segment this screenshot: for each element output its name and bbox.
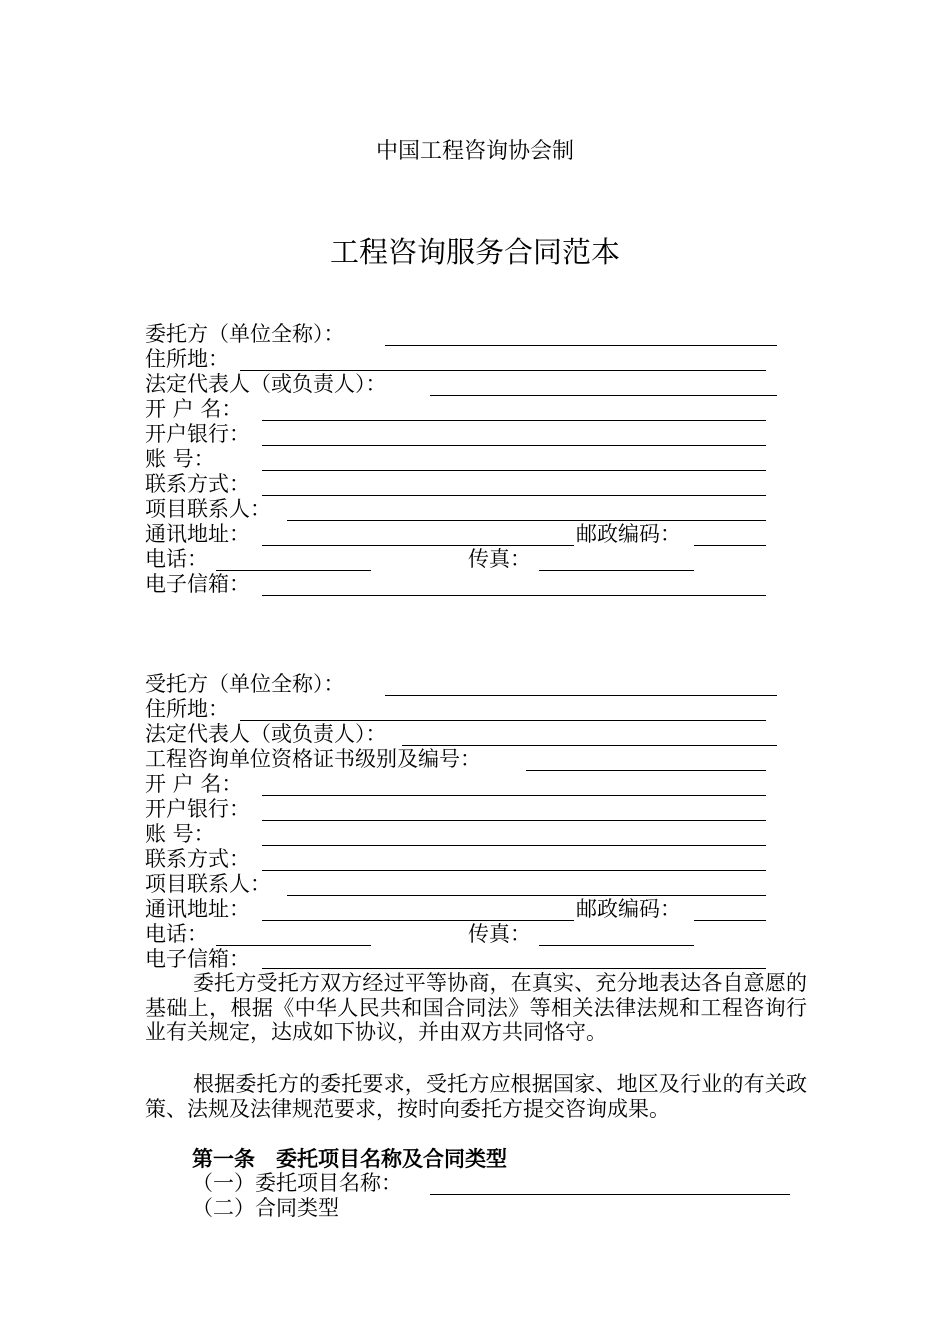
consultant-legal-rep-label: 法定代表人（或负责人）： bbox=[145, 722, 387, 746]
project-name-blank bbox=[430, 1194, 790, 1195]
client-postcode-label: 邮政编码： bbox=[576, 522, 681, 546]
consultant-email-label: 电子信箱： bbox=[145, 947, 250, 971]
client-phone-label: 电话： bbox=[145, 547, 208, 571]
consultant-fax-blank bbox=[539, 945, 694, 946]
client-bank-blank bbox=[262, 445, 766, 446]
preamble-paragraph: 委托方受托方双方经过平等协商，在真实、充分地表达各自意愿的基础上，根据《中华人民共和国合同法》等相关法律法规和工程咨询行业有关规定，达成如下协议，并由双方共同恪守。 bbox=[145, 971, 807, 1044]
consultant-address-label: 住所地： bbox=[145, 697, 229, 721]
client-mail-address-label: 通讯地址： bbox=[145, 522, 250, 546]
client-name-blank bbox=[385, 345, 777, 346]
client-project-contact-blank bbox=[287, 520, 766, 521]
client-account-name-blank bbox=[262, 420, 766, 421]
client-address-blank bbox=[240, 370, 766, 371]
issuer-line: 中国工程咨询协会制 bbox=[375, 139, 574, 164]
consultant-contact-blank bbox=[262, 870, 766, 871]
client-mail-address-blank bbox=[262, 545, 574, 546]
consultant-postcode-label: 邮政编码： bbox=[576, 897, 681, 921]
client-account-no-blank bbox=[262, 470, 766, 471]
client-legal-rep-label: 法定代表人（或负责人）： bbox=[145, 372, 387, 396]
consultant-account-name-label: 开 户 名： bbox=[145, 772, 243, 796]
client-legal-rep-blank bbox=[430, 395, 777, 396]
consultant-account-name-blank bbox=[262, 795, 766, 796]
client-email-blank bbox=[262, 595, 766, 596]
consultant-mail-address-blank bbox=[262, 920, 574, 921]
consultant-qualification-label: 工程咨询单位资格证书级别及编号： bbox=[145, 747, 481, 771]
consultant-address-blank bbox=[240, 720, 766, 721]
consultant-contact-label: 联系方式： bbox=[145, 847, 250, 871]
consultant-name-label: 受托方（单位全称）： bbox=[145, 672, 345, 696]
consultant-project-contact-label: 项目联系人： bbox=[145, 872, 271, 896]
consultant-name-blank bbox=[385, 695, 777, 696]
consultant-account-no-label: 账 号： bbox=[145, 822, 215, 846]
project-name-label: （一）委托项目名称： bbox=[192, 1171, 402, 1195]
consultant-fax-label: 传真： bbox=[468, 922, 531, 946]
consultant-legal-rep-blank bbox=[402, 745, 777, 746]
consultant-phone-blank bbox=[216, 945, 371, 946]
consultant-project-contact-blank bbox=[287, 895, 766, 896]
client-fax-label: 传真： bbox=[468, 547, 531, 571]
contract-type-label: （二）合同类型 bbox=[192, 1196, 339, 1220]
consultant-phone-label: 电话： bbox=[145, 922, 208, 946]
client-fax-blank bbox=[539, 570, 694, 571]
requirements-paragraph: 根据委托方的委托要求，受托方应根据国家、地区及行业的有关政策、法规及法律规范要求，按时向委托方提交咨询成果。 bbox=[145, 1072, 807, 1121]
consultant-bank-blank bbox=[262, 820, 766, 821]
client-email-label: 电子信箱： bbox=[145, 572, 250, 596]
document-title: 工程咨询服务合同范本 bbox=[329, 235, 620, 269]
consultant-email-blank bbox=[262, 968, 766, 969]
client-phone-blank bbox=[216, 570, 371, 571]
client-address-label: 住所地： bbox=[145, 347, 229, 371]
client-contact-blank bbox=[262, 495, 766, 496]
consultant-qualification-blank bbox=[526, 770, 766, 771]
client-bank-label: 开户银行： bbox=[145, 422, 250, 446]
client-contact-label: 联系方式： bbox=[145, 472, 250, 496]
consultant-mail-address-label: 通讯地址： bbox=[145, 897, 250, 921]
consultant-bank-label: 开户银行： bbox=[145, 797, 250, 821]
consultant-postcode-blank bbox=[694, 920, 766, 921]
consultant-account-no-blank bbox=[262, 845, 766, 846]
client-account-name-label: 开 户 名： bbox=[145, 397, 243, 421]
client-project-contact-label: 项目联系人： bbox=[145, 497, 271, 521]
client-postcode-blank bbox=[694, 545, 766, 546]
client-name-label: 委托方（单位全称）： bbox=[145, 322, 345, 346]
client-account-no-label: 账 号： bbox=[145, 447, 215, 471]
article-1-heading: 第一条 委托项目名称及合同类型 bbox=[192, 1146, 507, 1171]
